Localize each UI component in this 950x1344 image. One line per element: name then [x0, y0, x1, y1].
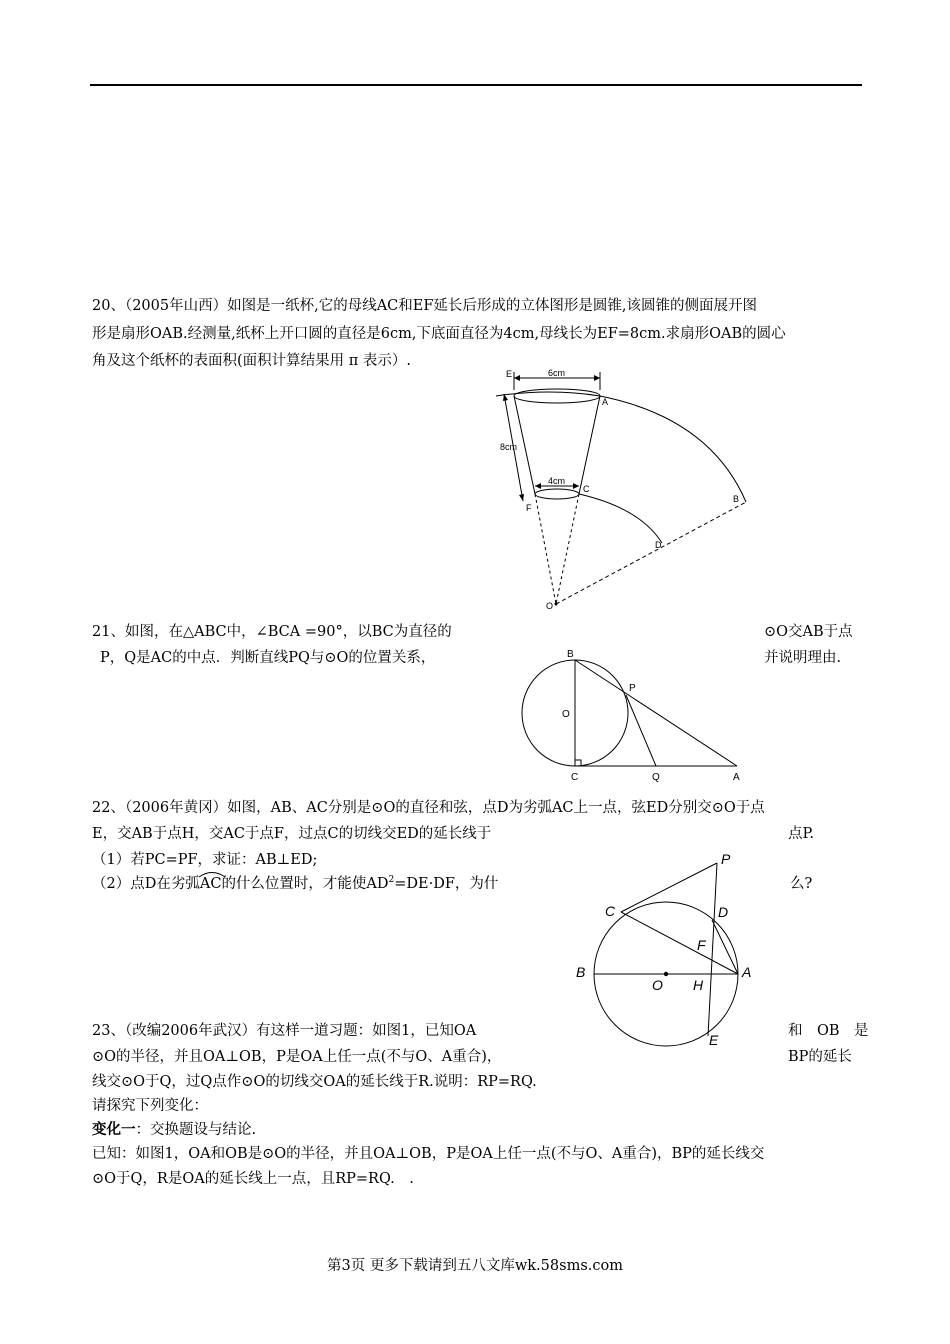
label-A: A	[602, 397, 609, 407]
q21-figure-triangle-circle	[515, 645, 755, 785]
q23-given1: 已知：如图1，OA和OB是⊙O的半径，并且OA⊥OB，P是OA上任一点(不与O、A重合)，BP的延长线交	[92, 1146, 765, 1162]
q20-line3: 角及这个纸杯的表面积(面积计算结果用 π 表示）.	[92, 353, 412, 369]
radius-ob-dashed	[556, 502, 746, 604]
q20-line1: 20、（2005年山西）如图是一纸杯,它的母线AC和EF延长后形成的立体图形是圆锥,该圆锥的侧面展开图	[92, 298, 758, 314]
q22-line2-right: 点P.	[788, 826, 814, 842]
q21-line2-left: P，Q是AC的中点．判断直线PQ与⊙O的位置关系，	[100, 650, 436, 666]
cup-side-right	[579, 396, 600, 494]
q23-variant: 变化一：交换题设与结论.	[92, 1121, 257, 1138]
q22-part2-right: 么?	[790, 876, 813, 892]
label-B: B	[576, 964, 586, 980]
dashed-extension-right	[556, 494, 579, 604]
q20-line2: 形是扇形OAB.经测量,纸杯上开口圆的直径是6cm,下底面直径为4cm,母线长为EF=8cm.求扇形OAB的圆心	[92, 326, 786, 342]
q22-figure-circle-tangent	[565, 848, 765, 1048]
segment-ba	[575, 660, 737, 766]
center-point	[664, 972, 668, 976]
chord-ad	[712, 920, 738, 974]
sector-arc-outer	[600, 396, 746, 502]
label-O: O	[562, 709, 570, 720]
line-pe	[708, 863, 717, 1036]
q22-part2: （2）点D在劣弧AC 的什么位置时，才能使$AD^2=DE\cdot DF$，为什	[92, 874, 498, 894]
segment-pq	[626, 695, 656, 766]
right-angle-mark	[575, 760, 581, 766]
cup-bottom-ellipse	[535, 489, 579, 499]
label-B: B	[733, 494, 740, 504]
sector-arc-inner	[579, 494, 662, 543]
label-H: H	[693, 977, 704, 993]
q21-line1-right: ⊙O交AB于点	[764, 624, 853, 640]
label-F: F	[697, 937, 706, 953]
label-P: P	[629, 683, 636, 694]
label-P: P	[721, 851, 731, 867]
label-E: E	[506, 369, 513, 379]
label-Q: Q	[652, 772, 660, 783]
q23-line3: 线交⊙O于Q，过Q点作⊙O的切线交OA的延长线于R.说明：RP=RQ.	[92, 1074, 537, 1090]
arc-ac: AC	[200, 874, 222, 894]
header-rule	[90, 84, 862, 86]
q23-line1-left: 23、（改编2006年武汉）有这样一道习题：如图1，已知OA	[92, 1023, 477, 1039]
q20-figure-paper-cup	[490, 368, 760, 613]
chord-ac	[621, 912, 738, 974]
cup-side-left	[514, 396, 535, 494]
q23-line2-left: ⊙O的半径，并且OA⊥OB，P是OA上任一点(不与O、A重合)，	[92, 1049, 502, 1065]
label-C: C	[583, 484, 590, 494]
dashed-extension-left	[535, 494, 556, 604]
q22-line2-left: E，交AB于点H，交AC于点F，过点C的切线交ED的延长线于	[92, 826, 492, 842]
cup-top-ellipse	[514, 389, 600, 403]
label-4cm: 4cm	[548, 476, 566, 486]
label-D: D	[655, 540, 662, 550]
label-A: A	[742, 964, 752, 980]
label-F: F	[526, 503, 532, 513]
label-C: C	[571, 772, 579, 783]
q23-line2-right: BP的延长	[788, 1049, 852, 1065]
label-A: A	[733, 772, 740, 783]
label-C: C	[605, 903, 616, 919]
label-8cm: 8cm	[500, 442, 518, 452]
label-O: O	[652, 977, 663, 993]
q21-line2-right: 并说明理由.	[764, 650, 842, 666]
q23-line4: 请探究下列变化：	[92, 1098, 208, 1114]
label-B: B	[567, 649, 574, 660]
q22-part1: （1）若PC=PF，求证：AB⊥ED;	[92, 852, 318, 868]
q23-line1-right: 和 OB 是	[788, 1023, 869, 1039]
sector-arc-top	[496, 392, 600, 396]
q23-given2: ⊙O于Q，R是OA的延长线上一点，且RP=RQ. .	[92, 1171, 414, 1187]
q22-line1: 22、（2006年黄冈）如图，AB、AC分别是⊙O的直径和弦，点D为劣弧AC上一点，弦ED分别交⊙O于点	[92, 800, 765, 816]
page-footer: 第3页 更多下载请到五八文库wk.58sms.com	[327, 1258, 623, 1274]
q21-line1-left: 21、如图，在△ABC中，∠BCA =90°，以BC为直径的	[92, 624, 452, 640]
label-E: E	[709, 1032, 719, 1048]
variant-title: 变化一	[92, 1121, 136, 1138]
tangent-cp	[621, 863, 717, 912]
label-6cm: 6cm	[548, 368, 566, 378]
label-O: O	[546, 601, 554, 611]
label-D: D	[718, 904, 729, 920]
